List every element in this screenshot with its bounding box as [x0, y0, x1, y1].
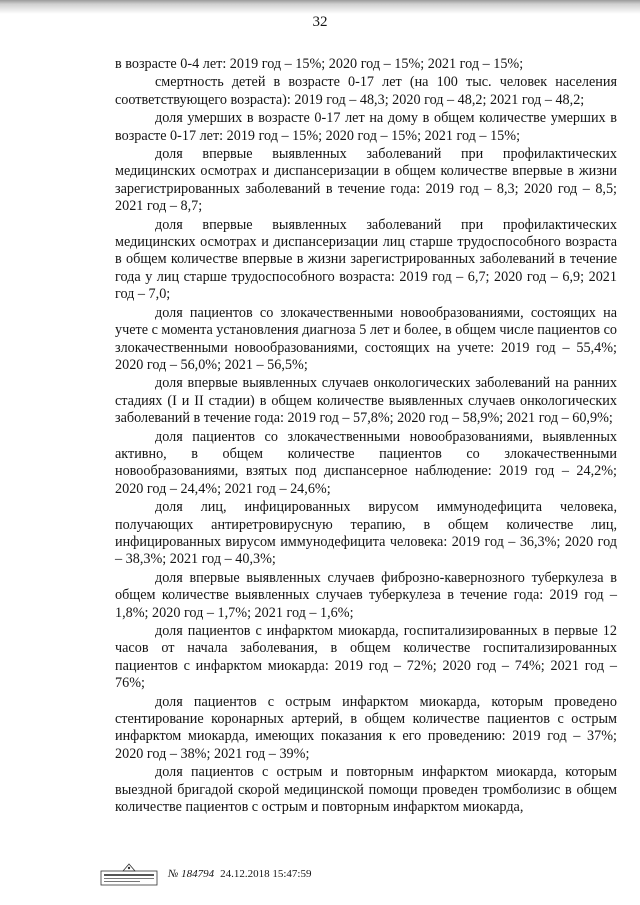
paragraph-2: смертность детей в возрасте 0-17 лет (на 100 тыс. человек населения соответствующего возраста): 2019 год – 48,3; 2020 год – 48,2; 2021 год – 48,2;: [115, 74, 617, 108]
footer-text: [168, 868, 312, 880]
paragraph-3: доля умерших в возрасте 0-17 лет на дому в общем количестве умерших в возрасте 0-17 лет: 2019 год – 15%; 2020 год – 15%; 2021 год – 15%;: [115, 110, 617, 144]
document-number: № 184794: [168, 868, 215, 880]
paragraph-12: доля пациентов с острым инфарктом миокарда, которым проведено стентирование коронарных артерий, в общем количестве пациентов с острым инфарктом миокарда, имеющих показания к его проведению: 2019 год – 37%; 2020 год – 38%; 2021 год – 39%;: [115, 693, 617, 762]
paragraph-8: доля пациентов со злокачественными новообразованиями, выявленных активно, в общем количестве пациентов со злокачественными новообразованиями, взятых под диспансерное наблюдение: 2019 год – 24,2%; 2020 год – 24,4%; 2021 год – 24,6%;: [115, 428, 617, 497]
paragraph-11: доля пациентов с инфарктом миокарда, госпитализированных в первые 12 часов от начала заболевания, в общем количестве госпитализированных пациентов с инфарктом миокарда: 2019 год – 72%; 2020 год – 74%; 2021 год – 76%;: [115, 623, 617, 692]
paragraph-5: доля впервые выявленных заболеваний при профилактических медицинских осмотрах и диспансеризации лиц старше трудоспособного возраста в общем количестве впервые в жизни зарегистрированных заболеваний в течение года у лиц старше трудоспособного возраста: 2019 год – 6,7; 2020 год – 6,9; 2021 год – 7,0;: [115, 216, 617, 303]
paragraph-10: доля впервые выявленных случаев фиброзно-кавернозного туберкулеза в общем количестве выявленных случаев туберкулеза в течение года: 2019 год – 1,8%; 2020 год – 1,7%; 2021 год – 1,6%;: [115, 569, 617, 621]
paragraph-7: доля впервые выявленных случаев онкологических заболеваний на ранних стадиях (I и II стадии) в общем количестве выявленных случаев онкологических заболеваний в течение года: 2019 год – 57,8%; 2020 год – 58,9%; 2021 год – 60,9%;: [115, 375, 617, 427]
paragraph-9: доля лиц, инфицированных вирусом иммунодефицита человека, получающих антиретровирусную терапию, в общем количестве лиц, инфицированных вирусом иммунодефицита человека: 2019 год – 36,3%; 2020 год – 38,3%; 2021 год – 40,3%;: [115, 499, 617, 568]
document-body: [115, 56, 617, 817]
paragraph-13: доля пациентов с острым и повторным инфарктом миокарда, которым выездной бригадой скорой медицинской помощи проведен тромболизис в общем количестве пациентов с острым и повторным инфарктом миокарда,: [115, 764, 617, 816]
scan-edge: [0, 0, 640, 14]
paragraph-1: в возрасте 0-4 лет: 2019 год – 15%; 2020 год – 15%; 2021 год – 15%;: [115, 56, 524, 72]
footer: [100, 862, 312, 886]
page-number: 32: [312, 14, 328, 30]
document-timestamp: 24.12.2018 15:47:59: [220, 868, 312, 880]
paragraph-6: доля пациентов со злокачественными новообразованиями, состоящих на учете с момента установления диагноза 5 лет и более, в общем числе пациентов со злокачественными новообразованиями, состоящих на учете: 2019 год – 55,4%; 2020 год – 56,0%; 2021 – 56,5%;: [115, 304, 618, 373]
registry-stamp-icon: [100, 862, 158, 886]
paragraph-4: доля впервые выявленных заболеваний при профилактических медицинских осмотрах и диспансеризации в общем количестве впервые в жизни зарегистрированных заболеваний в течение года: 2019 год – 8,3; 2020 год – 8,5; 2021 год – 8,7;: [115, 146, 617, 215]
